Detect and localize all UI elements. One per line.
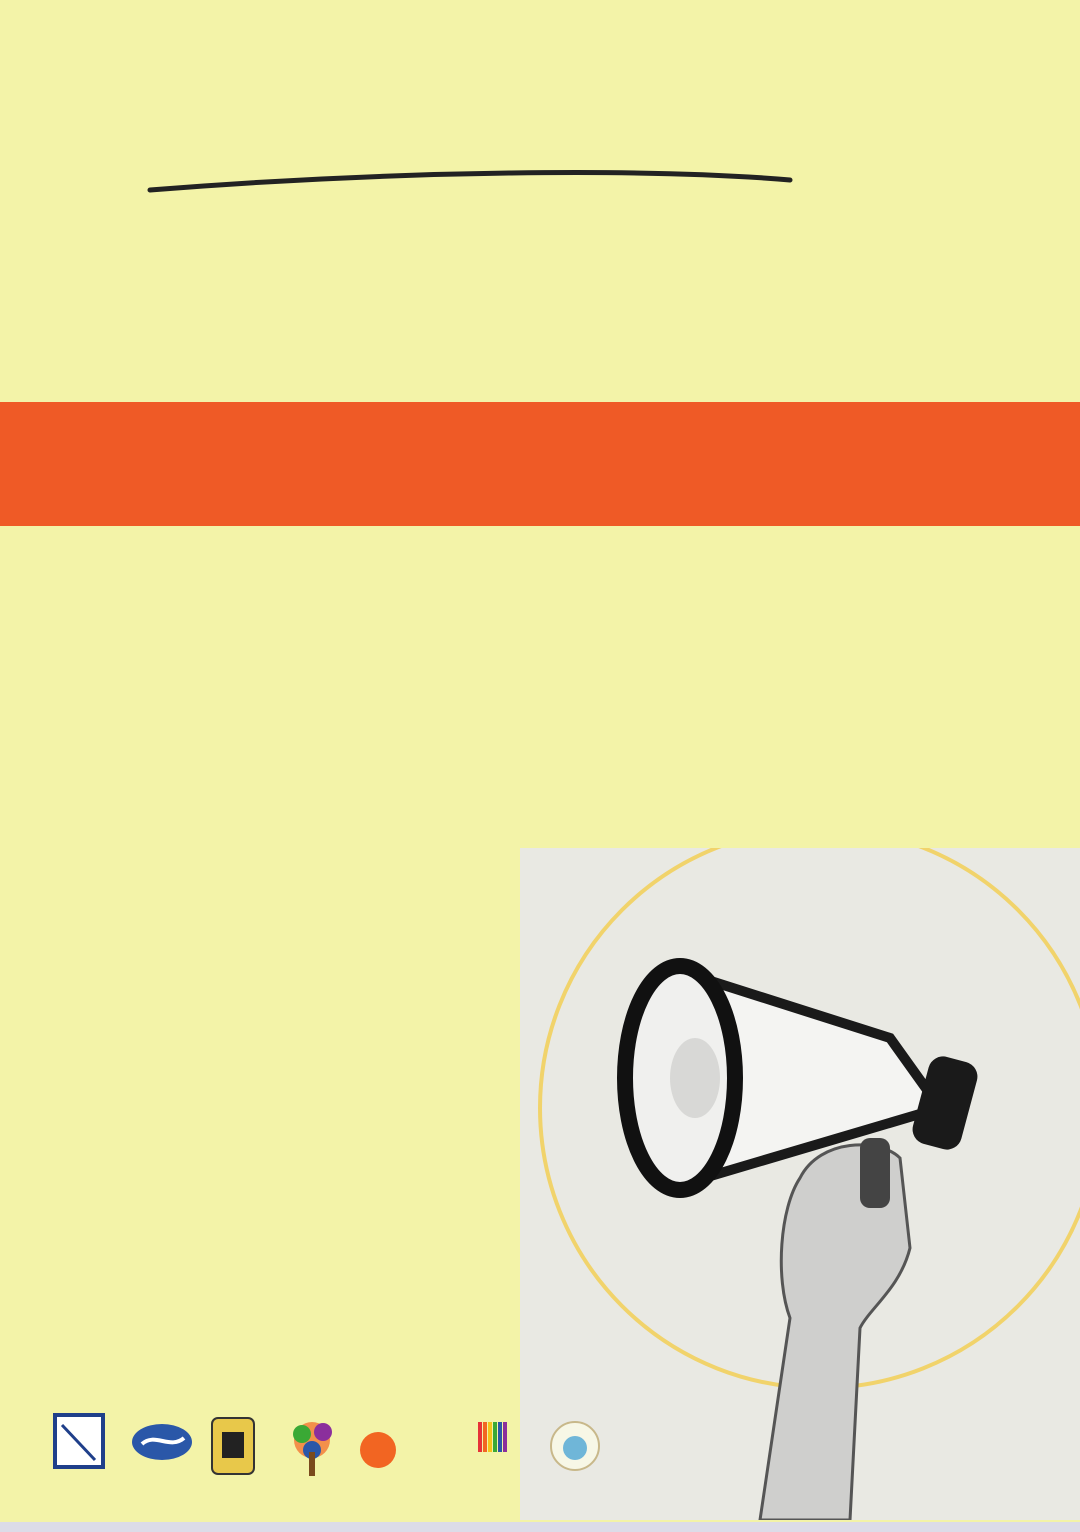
speakers-section — [67, 640, 587, 644]
tree-logo-icon — [293, 1422, 332, 1476]
antinoo-napoli-logo — [478, 1422, 507, 1452]
partner-logos — [50, 1410, 620, 1490]
script-subtitle — [0, 150, 1080, 340]
brush-underline — [150, 173, 790, 190]
pozzuoli-crest-icon — [212, 1418, 254, 1474]
megaphone-icon — [625, 966, 981, 1190]
hand-arm — [760, 1138, 910, 1520]
closing-section — [67, 1183, 587, 1189]
ambito-sociale-logo — [360, 1432, 396, 1468]
consiglio-regionale-logo — [132, 1424, 192, 1460]
date-banner — [0, 402, 1080, 526]
bottom-bar — [0, 1522, 1080, 1532]
regione-campania-logo — [55, 1415, 103, 1467]
comune-pozzuoli-logo — [551, 1422, 599, 1470]
